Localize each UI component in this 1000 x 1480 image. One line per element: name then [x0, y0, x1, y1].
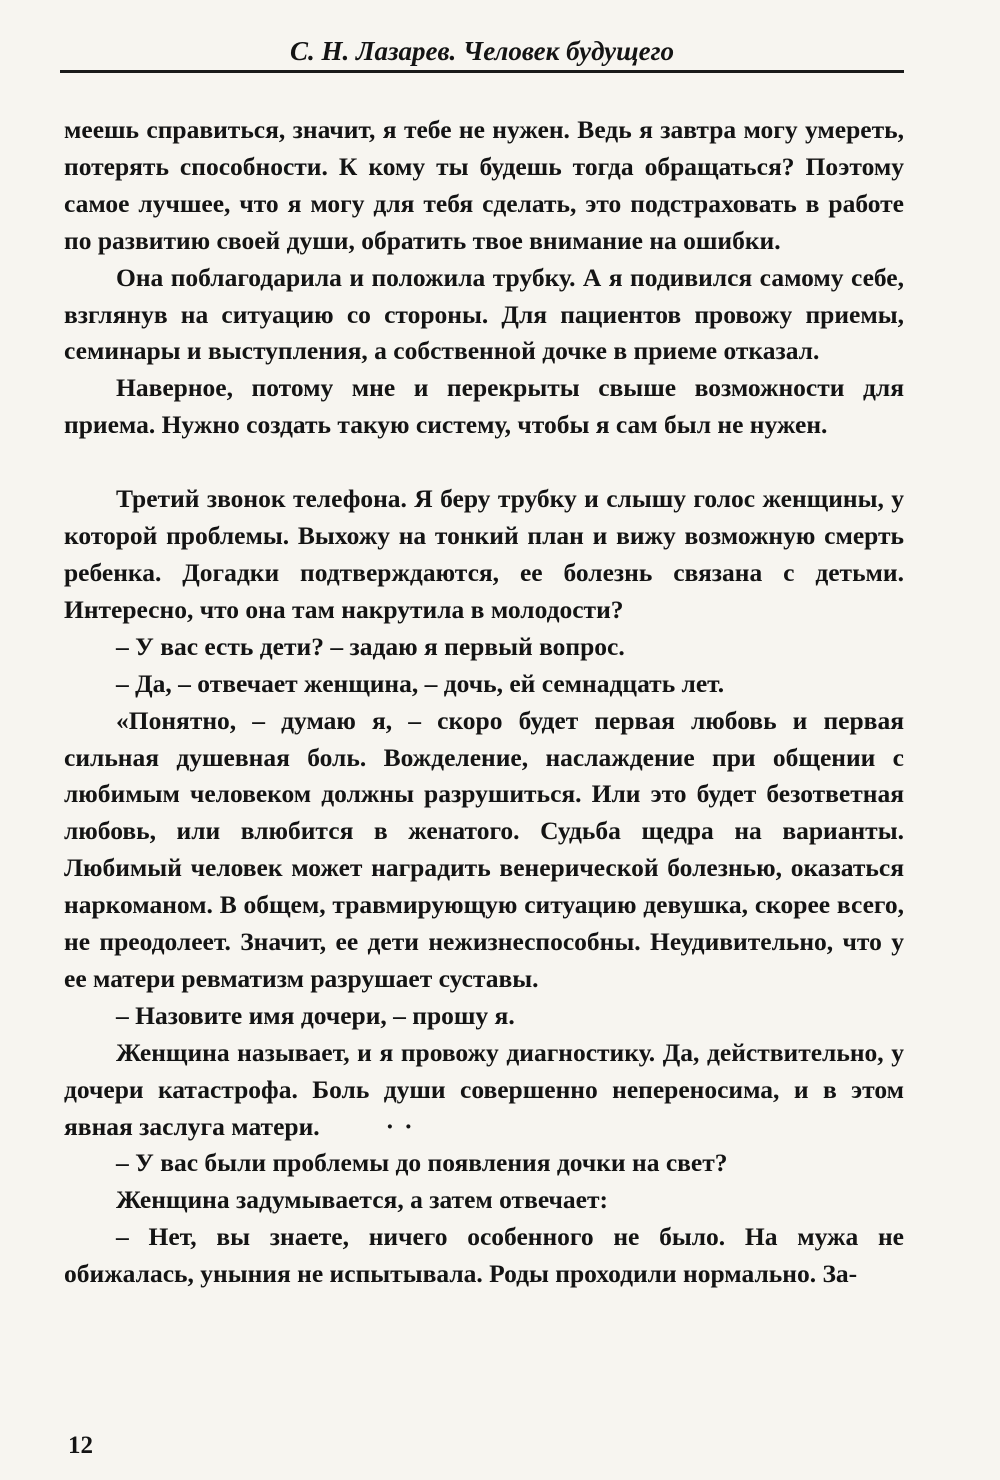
paragraph: Она поблагодарила и положила трубку. А я подивился самому себе, взглянув на ситуацию со стороны. Для пациентов провожу приемы, семинары и выступления, а собственной дочке в приеме отказал.: [64, 262, 904, 366]
running-header: С. Н. Лазарев. Человек будущего: [289, 36, 675, 66]
paragraph: Наверное, потому мне и перекрыты свыше возможности для приема. Нужно создать такую систему, чтобы я сам был не нужен.: [64, 373, 904, 440]
print-specks: ··: [385, 1111, 423, 1141]
body-text: [64, 112, 904, 1293]
paragraph: [64, 1035, 904, 1146]
paragraph: – Назовите имя дочери, – прошу я.: [116, 1000, 515, 1030]
header-rule: [60, 70, 904, 73]
paragraph: – У вас были проблемы до появления дочки на свет?: [116, 1148, 728, 1178]
paragraph: – Нет, вы знаете, ничего особенного не было. На мужа не обижалась, уныния не испытывала. Роды проходили нормально. За-: [64, 1222, 904, 1289]
paragraph: – Да, – отвечает женщина, – дочь, ей семнадцать лет.: [116, 668, 725, 698]
page-number: 12: [68, 1432, 93, 1459]
paragraph: Третий звонок телефона. Я беру трубку и слышу голос женщины, у которой проблемы. Выхожу на тонкий план и вижу возможную смерть ребенка. Догадки подтверждаются, ее болезнь связана с детьми. Интересно, что она там накрутила в молодости?: [64, 484, 904, 624]
paragraph: Женщина задумывается, а затем отвечает:: [116, 1185, 609, 1215]
paragraph: меешь справиться, значит, я тебе не нужен. Ведь я завтра могу умереть, потерять способности. К кому ты будешь тогда обращаться? Поэтому самое лучшее, что я могу для тебя сделать, это подстраховать в работе по развитию своей души, обратить твое внимание на ошибки.: [64, 115, 904, 255]
paragraph: «Понятно, – думаю я, – скоро будет первая любовь и первая сильная душевная боль. Вожделение, наслаждение при общении с любимым человеком должны разрушиться. Или это будет безответная любовь, или влюбится в женатого. Судьба щедра на варианты. Любимый человек может наградить венерической болезнью, оказаться наркоманом. В общем, травмирующую ситуацию девушка, скорее всего, не преодолеет. Значит, ее дети нежизнеспособны. Неудивительно, что у ее матери ревматизм разрушает суставы.: [64, 705, 904, 993]
paragraph-text: Женщина называет, и я провожу диагностику. Да, действительно, у дочери катастрофа. Боль души совершенно непереносима, и в этом явная заслуга матери.: [64, 1037, 904, 1141]
paragraph: – У вас есть дети? – задаю я первый вопрос.: [116, 631, 625, 661]
